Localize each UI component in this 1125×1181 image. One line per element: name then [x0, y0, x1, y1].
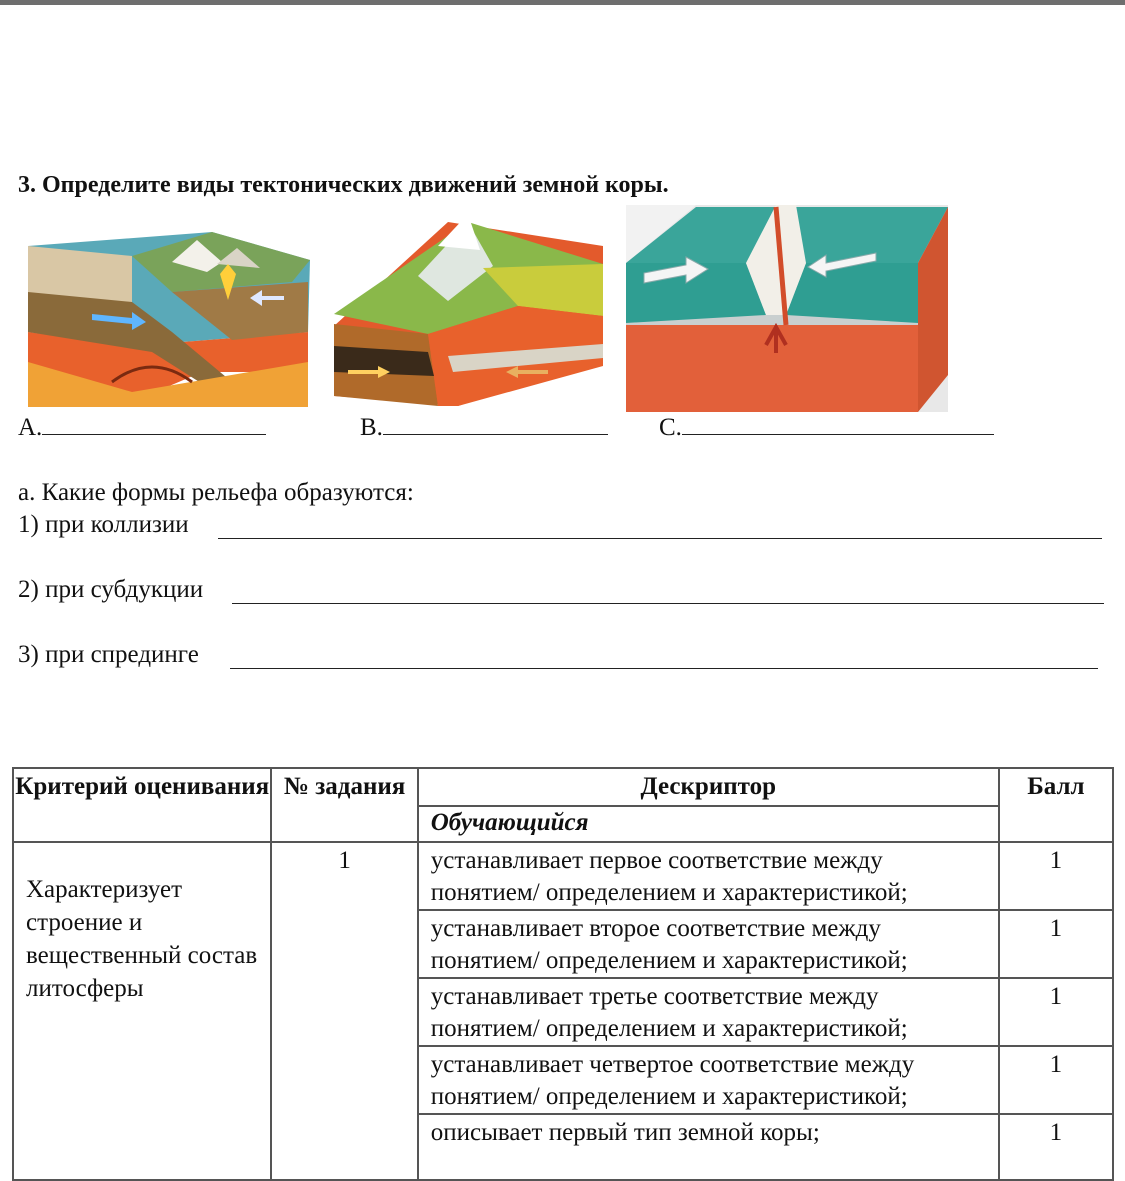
score-cell: 1: [999, 910, 1113, 978]
item-spreading: 3) при спрединге: [18, 641, 199, 668]
top-border: [0, 0, 1125, 5]
figure-a-answer-line[interactable]: [42, 412, 266, 435]
item-collision-answer-line[interactable]: [218, 538, 1102, 539]
header-task-number: № задания: [271, 768, 417, 842]
header-descriptor: Дескриптор: [418, 768, 999, 806]
item-subduction: 2) при субдукции: [18, 576, 204, 603]
descriptor-cell: устанавливает второе соответствие между понятием/ определением и характеристикой;: [418, 910, 999, 978]
rubric-table: [12, 767, 1114, 1181]
figure-b-answer: [360, 412, 608, 442]
figure-b-collision-diagram: [318, 206, 608, 410]
header-learner: Обучающийся: [418, 806, 999, 842]
score-cell: 1: [999, 1114, 1113, 1180]
figure-a-label: A.: [18, 414, 43, 441]
descriptor-cell: описывает первый тип земной коры;: [418, 1114, 999, 1180]
figure-a-subduction-diagram: [22, 222, 312, 412]
item-subduction-answer-line[interactable]: [232, 603, 1104, 604]
descriptor-cell: устанавливает третье соответствие между понятием/ определением и характеристикой;: [418, 978, 999, 1046]
criterion-cell: Характеризует строение и вещественный состав литосферы: [13, 842, 271, 1180]
figure-c-answer-line[interactable]: [682, 412, 994, 435]
task-number-cell: 1: [271, 842, 417, 1180]
figure-c-answer: [659, 412, 994, 442]
score-cell: 1: [999, 842, 1113, 910]
figure-c-label: C.: [659, 414, 682, 441]
sub-question-a: а. Какие формы рельефа образуются:: [18, 479, 414, 506]
figure-c-spreading-diagram: [626, 205, 948, 412]
header-criterion: Критерий оценивания: [13, 768, 271, 842]
descriptor-cell: устанавливает четвертое соответствие между понятием/ определением и характеристикой;: [418, 1046, 999, 1114]
table-row: [13, 842, 1113, 910]
item-collision: 1) при коллизии: [18, 511, 189, 538]
figure-a-answer: [18, 412, 266, 442]
descriptor-cell: устанавливает первое соответствие между понятием/ определением и характеристикой;: [418, 842, 999, 910]
figure-b-answer-line[interactable]: [383, 412, 608, 435]
figure-b-label: B.: [360, 414, 383, 441]
score-cell: 1: [999, 978, 1113, 1046]
header-score: Балл: [999, 768, 1113, 842]
score-cell: 1: [999, 1046, 1113, 1114]
question-title: 3. Определите виды тектонических движений земной коры.: [18, 172, 669, 198]
item-spreading-answer-line[interactable]: [230, 668, 1098, 669]
